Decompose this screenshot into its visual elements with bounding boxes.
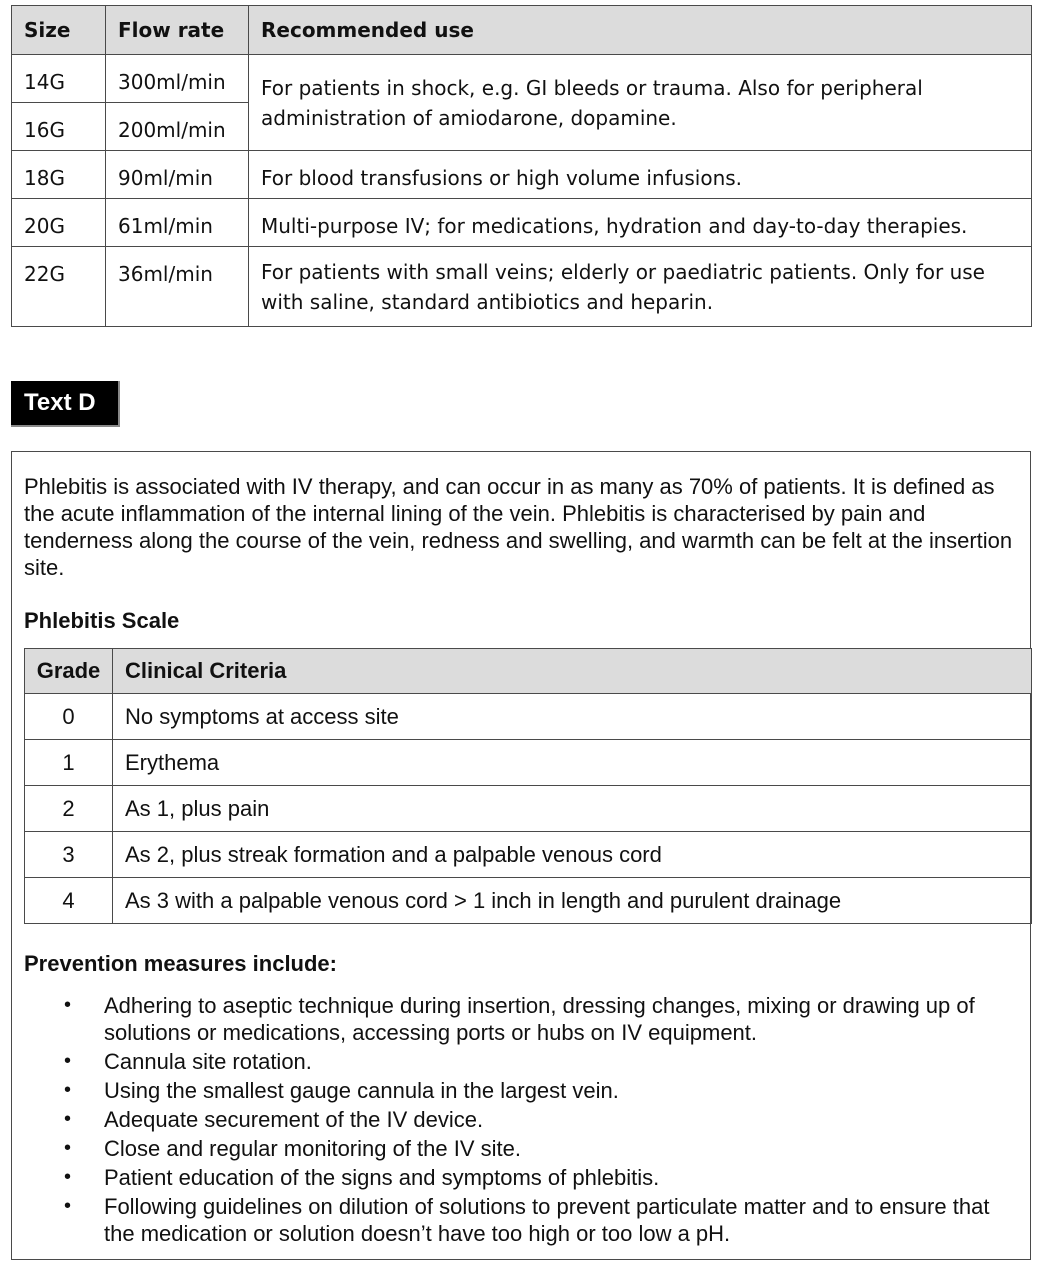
scale-grade: 3 [25,832,113,878]
cannula-header-row [12,6,1032,55]
list-item-text: Close and regular monitoring of the IV site. [104,1136,522,1161]
cannula-flow-rate: 36ml/min [106,247,249,327]
list-item [24,1164,1024,1191]
phlebitis-scale-table [24,648,1032,924]
cannula-flow-rate: 300ml/min [106,55,249,103]
table-row [25,832,1032,878]
scale-criteria: As 2, plus streak formation and a palpable venous cord [113,832,1032,878]
list-item [24,1135,1024,1162]
cannula-size: 22G [12,247,106,327]
header-flow-rate: Flow rate [106,6,249,55]
prevention-list [24,992,1024,1249]
table-row [25,786,1032,832]
header-recommended-use: Recommended use [249,6,1032,55]
prevention-heading: Prevention measures include: [24,951,337,976]
list-item-text: Patient education of the signs and symptoms of phlebitis. [104,1165,660,1190]
scale-header-row [25,649,1032,694]
list-item-text: Adhering to aseptic technique during insertion, dressing changes, mixing or drawing up of solutions or medications, accessing ports or hubs on IV equipment. [104,993,975,1045]
cannula-size: 16G [12,103,106,151]
bullet-icon: • [64,1137,72,1159]
bullet-icon: • [64,1195,72,1217]
scale-grade: 2 [25,786,113,832]
list-item-text: Following guidelines on dilution of solutions to prevent particulate matter and to ensure that the medication or solution doesn’t have too high or too low a pH. [104,1194,990,1246]
list-item [24,992,1024,1046]
list-item [24,1106,1024,1133]
list-item [24,1193,1024,1247]
scale-criteria: No symptoms at access site [113,694,1032,740]
scale-criteria: As 1, plus pain [113,786,1032,832]
cannula-flow-rate: 90ml/min [106,151,249,199]
cannula-use: For patients with small veins; elderly or paediatric patients. Only for use with saline, standard antibiotics and heparin. [249,247,1032,327]
bullet-icon: • [64,1166,72,1188]
section-label: Text D [11,381,120,427]
bullet-icon: • [64,1079,72,1101]
cannula-use-merged: For patients in shock, e.g. GI bleeds or trauma. Also for peripheral administration of amiodarone, dopamine. [249,55,1032,151]
scale-grade: 1 [25,740,113,786]
table-row [12,151,1032,199]
table-row [12,199,1032,247]
list-item [24,1048,1024,1075]
cannula-flow-rate: 200ml/min [106,103,249,151]
bullet-icon: • [64,1108,72,1130]
cannula-size: 18G [12,151,106,199]
header-size: Size [12,6,106,55]
cannula-use: For blood transfusions or high volume infusions. [249,151,1032,199]
list-item [24,1077,1024,1104]
text-d-box [11,451,1031,1260]
cannula-size: 14G [12,55,106,103]
header-clinical-criteria: Clinical Criteria [113,649,1032,694]
scale-grade: 0 [25,694,113,740]
table-row [25,878,1032,924]
header-grade: Grade [25,649,113,694]
intro-paragraph: Phlebitis is associated with IV therapy, and can occur in as many as 70% of patients. It is defined as the acute inflammation of the internal lining of the vein. Phlebitis is characterised by pain and tenderness along the course of the vein, redness and swelling, and warmth can be felt at the insertion site. [24,474,1013,580]
table-row [12,247,1032,327]
bullet-icon: • [64,1050,72,1072]
table-row [25,740,1032,786]
cannula-use: Multi-purpose IV; for medications, hydration and day-to-day therapies. [249,199,1032,247]
scale-grade: 4 [25,878,113,924]
table-row [12,55,1032,103]
bullet-icon: • [64,994,72,1016]
scale-heading: Phlebitis Scale [24,608,180,633]
list-item-text: Using the smallest gauge cannula in the largest vein. [104,1078,619,1103]
cannula-flow-rate: 61ml/min [106,199,249,247]
list-item-text: Cannula site rotation. [104,1049,312,1074]
scale-criteria: Erythema [113,740,1032,786]
scale-criteria: As 3 with a palpable venous cord > 1 inch in length and purulent drainage [113,878,1032,924]
cannula-size: 20G [12,199,106,247]
list-item-text: Adequate securement of the IV device. [104,1107,484,1132]
table-row [25,694,1032,740]
cannula-table [11,5,1032,327]
